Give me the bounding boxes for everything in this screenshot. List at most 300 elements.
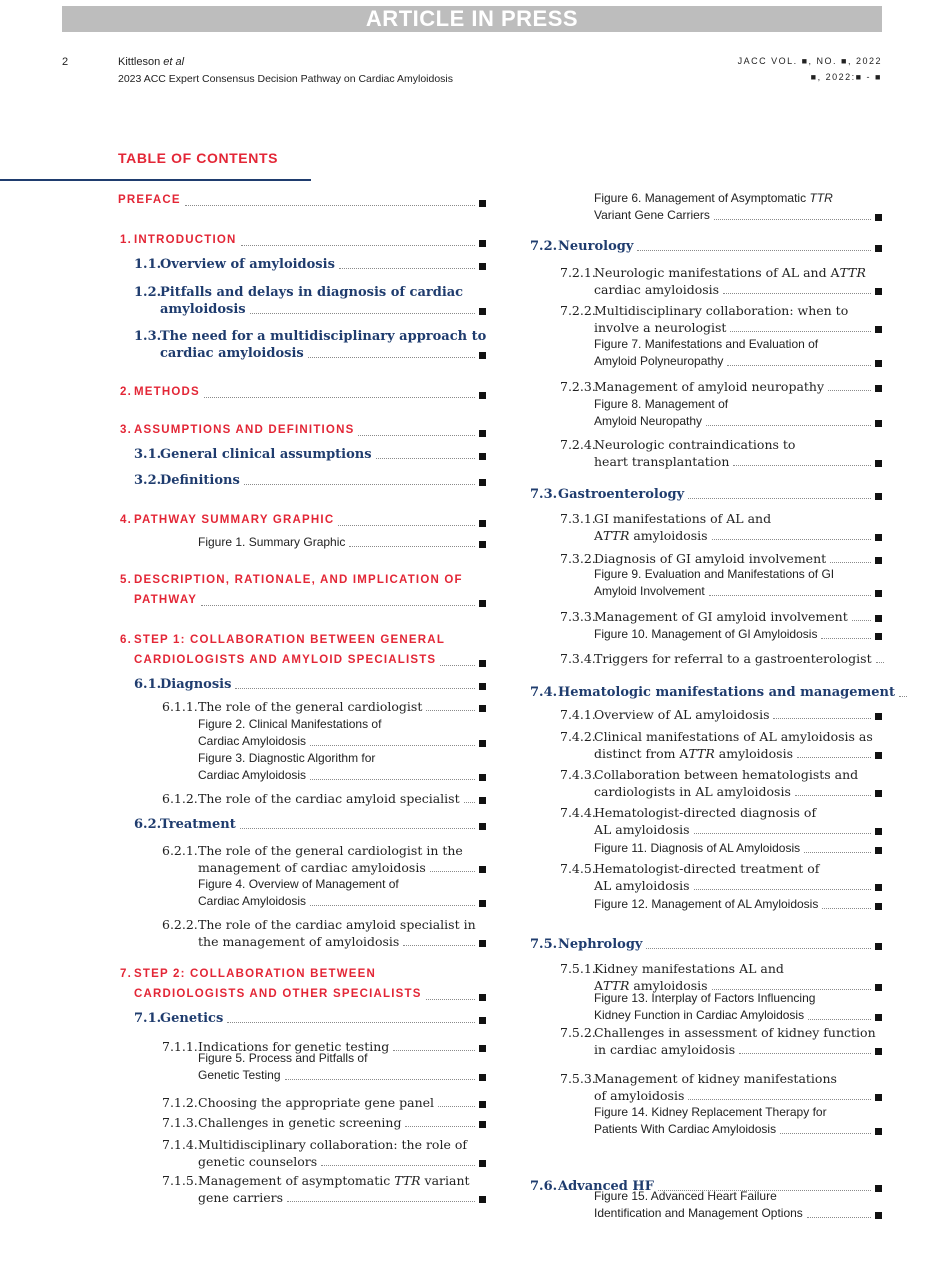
page-marker-icon [479, 453, 486, 460]
toc-entry[interactable] [118, 790, 486, 807]
toc-entry-number: 5. [120, 574, 132, 586]
leader-dots [201, 605, 475, 606]
toc-entry-text: Amyloid Involvement [594, 584, 705, 598]
toc-entry-text: The role of the general cardiologist [198, 699, 423, 714]
page-marker-icon [479, 479, 486, 486]
toc-entry-text: Hematologic manifestations and management [558, 685, 895, 700]
page-marker-icon [875, 615, 882, 622]
page-marker-icon [479, 1101, 486, 1108]
toc-entry[interactable] [118, 964, 486, 1004]
page-marker-icon [875, 326, 882, 333]
page-marker-icon [479, 866, 486, 873]
page-marker-icon [875, 385, 882, 392]
toc-entry[interactable] [118, 630, 486, 670]
toc-entry[interactable] [118, 916, 486, 950]
leader-dots [358, 435, 475, 436]
toc-entry-text: Patients With Cardiac Amyloidosis [594, 1122, 777, 1136]
toc-entry-text: involve a neurologist [594, 320, 727, 335]
toc-entry-number: 1.2. [134, 285, 162, 300]
leader-dots [185, 205, 475, 206]
leader-dots [730, 331, 871, 332]
toc-entry-text: PATHWAY SUMMARY GRAPHIC [134, 514, 335, 526]
page-marker-icon [479, 994, 486, 1001]
toc-entry-text: Figure 8. Management of [594, 397, 729, 411]
toc-entry[interactable] [118, 328, 486, 362]
toc-entry-text: Figure 1. Summary Graphic [198, 535, 346, 549]
leader-dots [244, 484, 475, 485]
toc-entry-number: 4. [120, 514, 132, 526]
toc-entry[interactable] [530, 486, 882, 503]
page-marker-icon [875, 1212, 882, 1219]
toc-entry-text: heart transplantation [594, 454, 730, 469]
page-marker-icon [875, 903, 882, 910]
toc-entry-text: Variant Gene Carriers [594, 208, 710, 222]
running-title: 2023 ACC Expert Consensus Decision Pathway on Cardiac Amyloidosis [118, 73, 454, 85]
toc-entry-text: Multidisciplinary collaboration: the role of [198, 1137, 467, 1152]
toc-entry-text: in cardiac amyloidosis [594, 1042, 736, 1057]
page-marker-icon [875, 1094, 882, 1101]
toc-entry[interactable] [530, 960, 882, 994]
toc-entry-number: 3.2. [134, 473, 162, 488]
toc-entry-number: 7.4.3. [560, 767, 596, 782]
toc-entry-text: METHODS [134, 386, 200, 398]
page-marker-icon [875, 214, 882, 221]
leader-dots [310, 779, 475, 780]
page-marker-icon [479, 940, 486, 947]
page-marker-icon [479, 900, 486, 907]
toc-entry[interactable] [530, 896, 882, 913]
toc-entry[interactable] [118, 1094, 486, 1111]
toc-entry[interactable] [118, 570, 486, 610]
page-marker-icon [875, 713, 882, 720]
toc-entry-number: 7.3. [530, 487, 558, 502]
toc-entry-text: Definitions [160, 473, 240, 488]
toc-entry-number: 7.2.4. [560, 437, 596, 452]
toc-entry-text: Genetic Testing [198, 1068, 281, 1082]
toc-entry-text: INTRODUCTION [134, 234, 237, 246]
toc-entry-text: Identification and Management Options [594, 1206, 803, 1220]
toc-entry[interactable] [530, 684, 895, 701]
toc-entry[interactable] [118, 1172, 486, 1206]
toc-entry[interactable] [530, 608, 882, 625]
page-marker-icon [479, 823, 486, 830]
toc-entry-text: Cardiac Amyloidosis [198, 768, 307, 782]
toc-entry[interactable] [530, 550, 882, 567]
leader-dots [376, 458, 475, 459]
leader-dots [349, 546, 475, 547]
toc-entry-number: 7.3.2. [560, 551, 596, 566]
toc-entry-text: CARDIOLOGISTS AND AMYLOID SPECIALISTS [134, 654, 437, 666]
toc-entry[interactable] [118, 676, 486, 693]
leader-dots [464, 802, 475, 803]
leader-dots [714, 219, 871, 220]
toc-entry[interactable] [118, 230, 486, 250]
toc-entry[interactable] [118, 190, 486, 210]
running-authors [118, 56, 184, 68]
toc-entry[interactable] [530, 766, 882, 800]
leader-dots [822, 908, 871, 909]
page-marker-icon [875, 1128, 882, 1135]
toc-entry-number: 7.3.4. [560, 651, 596, 666]
page-marker-icon [875, 633, 882, 640]
article-in-press-banner: ARTICLE IN PRESS [62, 6, 882, 32]
toc-entry-number: 7.2.2. [560, 303, 596, 318]
toc-entry-text: Management of kidney manifestations [594, 1071, 837, 1086]
toc-entry-number: 7.3.3. [560, 609, 596, 624]
page-marker-icon [875, 943, 882, 950]
toc-entry-text: Challenges in assessment of kidney function [594, 1025, 876, 1040]
leader-dots [637, 250, 871, 251]
toc-entry-number: 1. [120, 234, 132, 246]
toc-entry[interactable] [118, 876, 486, 910]
toc-entry-text: The role of the general cardiologist in the [198, 843, 463, 858]
toc-entry[interactable] [118, 1114, 486, 1131]
toc-entry-text: The role of the cardiac amyloid specialist [198, 791, 460, 806]
page-marker-icon [479, 600, 486, 607]
page-marker-icon [875, 360, 882, 367]
toc-entry-text: Amyloid Neuropathy [594, 414, 703, 428]
leader-dots [712, 539, 871, 540]
toc-entry[interactable] [530, 396, 882, 430]
page-marker-icon [479, 263, 486, 270]
toc-entry-text: Neurology [558, 239, 634, 254]
toc-entry-text: Neurologic contraindications to [594, 437, 796, 452]
toc-entry-text: Cardiac Amyloidosis [198, 894, 307, 908]
page-marker-icon [875, 847, 882, 854]
page-marker-icon [479, 705, 486, 712]
page-marker-icon [479, 660, 486, 667]
toc-entry[interactable] [530, 936, 882, 953]
leader-dots [852, 620, 871, 621]
toc-entry[interactable] [118, 510, 486, 530]
toc-entry-text: Advanced HF [558, 1179, 654, 1194]
leader-dots [899, 696, 907, 697]
toc-entry-number: 7.3.1. [560, 511, 596, 526]
toc-entry[interactable] [530, 436, 882, 470]
leader-dots [733, 465, 871, 466]
toc-entry-text: Clinical manifestations of AL amyloidosis as [594, 729, 873, 744]
page-marker-icon [875, 1014, 882, 1021]
page-marker-icon [479, 430, 486, 437]
leader-dots [808, 1019, 871, 1020]
page-marker-icon [479, 392, 486, 399]
page-marker-icon [479, 240, 486, 247]
toc-entry[interactable] [530, 840, 882, 857]
toc-entry[interactable] [530, 706, 882, 723]
toc-entry-text: Figure 7. Manifestations and Evaluation of [594, 337, 819, 351]
toc-entry-number: 6.1.1. [162, 699, 198, 714]
toc-entry-text: The need for a multidisciplinary approach to [160, 329, 487, 344]
toc-entry[interactable] [118, 698, 486, 715]
toc-entry-number: 7.4. [530, 685, 558, 700]
authors-suffix: et al [160, 56, 185, 68]
toc-entry[interactable] [118, 256, 486, 273]
toc-entry-text: Figure 2. Clinical Manifestations of [198, 717, 382, 731]
leader-dots [821, 638, 871, 639]
leader-dots [426, 710, 475, 711]
page-marker-icon [875, 493, 882, 500]
toc-entry-text: Gastroenterology [558, 487, 685, 502]
toc-entry-text: Hematologist-directed treatment of [594, 861, 820, 876]
page-marker-icon [875, 790, 882, 797]
toc-entry-number: 7.1.3. [162, 1115, 198, 1130]
toc-entry-text: ATTR amyloidosis [594, 528, 708, 543]
toc-entry[interactable] [530, 860, 882, 894]
page-marker-icon [875, 420, 882, 427]
toc-entry-text: Collaboration between hematologists and [594, 767, 859, 782]
toc-entry-text: Kidney Function in Cardiac Amyloidosis [594, 1008, 805, 1022]
toc-entry-text: Pitfalls and delays in diagnosis of cardiac [160, 285, 464, 300]
page-marker-icon [479, 520, 486, 527]
leader-dots [438, 1106, 475, 1107]
toc-entry-text: Kidney manifestations AL and [594, 961, 784, 976]
toc-entry-text: STEP 2: COLLABORATION BETWEEN [134, 968, 377, 980]
toc-entry-text: CARDIOLOGISTS AND OTHER SPECIALISTS [134, 988, 422, 1000]
toc-entry-number: 7.4.5. [560, 861, 596, 876]
page-marker-icon [875, 460, 882, 467]
toc-entry[interactable] [118, 750, 486, 784]
leader-dots [235, 688, 475, 689]
leader-dots [426, 999, 475, 1000]
leader-dots [204, 397, 475, 398]
leader-dots [688, 498, 871, 499]
page-marker-icon [479, 683, 486, 690]
leader-dots [723, 293, 871, 294]
toc-entry-text: cardiac amyloidosis [594, 282, 720, 297]
toc-entry-number: 7.5.1. [560, 961, 596, 976]
leader-dots [338, 525, 475, 526]
toc-entry-number: 7.2.1. [560, 265, 596, 280]
toc-entry-number: 1.1. [134, 257, 162, 272]
leader-dots [321, 1165, 475, 1166]
leader-dots [709, 595, 871, 596]
leader-dots [795, 795, 871, 796]
toc-entry-number: 7.4.1. [560, 707, 596, 722]
toc-entry-number: 7.6. [530, 1179, 558, 1194]
toc-entry-text: Figure 14. Kidney Replacement Therapy for [594, 1105, 827, 1119]
page-marker-icon [875, 534, 882, 541]
toc-entry-number: 7. [120, 968, 132, 980]
toc-entry-text: General clinical assumptions [160, 447, 372, 462]
toc-entry[interactable] [118, 1136, 486, 1170]
toc-entry[interactable] [530, 1104, 882, 1138]
toc-entry-text: Overview of AL amyloidosis [594, 707, 770, 722]
toc-entry-text: Overview of amyloidosis [160, 257, 335, 272]
toc-entry-number: 7.1.2. [162, 1095, 198, 1110]
leader-dots [285, 1079, 476, 1080]
toc-entry-text: Nephrology [558, 937, 643, 952]
page-marker-icon [875, 288, 882, 295]
toc-entry-number: 6.1.2. [162, 791, 198, 806]
leader-dots [688, 1099, 871, 1100]
leader-dots [430, 871, 475, 872]
toc-entry-text: Neurologic manifestations of AL and ATTR [594, 265, 866, 280]
toc-entry-number: 7.2.3. [560, 379, 596, 394]
page-marker-icon [479, 797, 486, 804]
leader-dots [828, 390, 871, 391]
toc-entry[interactable] [530, 626, 882, 643]
leader-dots [240, 828, 475, 829]
toc-entry-text: Amyloid Polyneuropathy [594, 354, 724, 368]
toc-entry-text: Figure 6. Management of Asymptomatic TTR [594, 191, 833, 205]
leader-dots [646, 948, 871, 949]
toc-heading: TABLE OF CONTENTS [118, 150, 279, 166]
page-marker-icon [479, 1074, 486, 1081]
leader-dots [310, 745, 475, 746]
leader-dots [250, 313, 475, 314]
toc-entry[interactable] [118, 420, 486, 440]
leader-dots [405, 1126, 475, 1127]
toc-entry-text: Choosing the appropriate gene panel [198, 1095, 435, 1110]
page-marker-icon [875, 1048, 882, 1055]
leader-dots [739, 1053, 871, 1054]
toc-entry-text: DESCRIPTION, RATIONALE, AND IMPLICATION OF [134, 574, 463, 586]
leader-dots [308, 357, 475, 358]
toc-entry[interactable] [118, 716, 486, 750]
toc-entry[interactable] [118, 472, 486, 489]
toc-entry-text: Figure 11. Diagnosis of AL Amyloidosis [594, 841, 801, 855]
authors-name: Kittleson [118, 56, 161, 68]
toc-entry-text: Figure 15. Advanced Heart Failure [594, 1189, 777, 1203]
toc-entry-text: PATHWAY [134, 594, 198, 606]
toc-entry-text: STEP 1: COLLABORATION BETWEEN GENERAL [134, 634, 446, 646]
toc-entry-number: 2. [120, 386, 132, 398]
toc-entry-text: Cardiac Amyloidosis [198, 734, 307, 748]
page-marker-icon [875, 590, 882, 597]
toc-entry-text: Figure 13. Interplay of Factors Influencing [594, 991, 816, 1005]
page-marker-icon [875, 752, 882, 759]
toc-entry[interactable] [530, 1188, 882, 1222]
toc-entry[interactable] [530, 990, 882, 1024]
toc-entry[interactable] [118, 534, 486, 551]
toc-entry-text: Management of amyloid neuropathy [594, 379, 825, 394]
toc-entry-number: 7.4.4. [560, 805, 596, 820]
toc-entry-text: management of cardiac amyloidosis [198, 860, 426, 875]
toc-entry-text: Management of asymptomatic TTR variant [198, 1173, 470, 1188]
toc-entry-text: Hematologist-directed diagnosis of [594, 805, 817, 820]
toc-entry[interactable] [530, 1024, 882, 1058]
toc-entry[interactable] [118, 382, 486, 402]
toc-entry-text: genetic counselors [198, 1154, 318, 1169]
toc-entry[interactable] [118, 446, 486, 463]
toc-entry-number: 3.1. [134, 447, 162, 462]
toc-entry-text: Figure 5. Process and Pitfalls of [198, 1051, 368, 1065]
toc-entry-number: 6.2.2. [162, 917, 198, 932]
toc-entry-number: 1.3. [134, 329, 162, 344]
toc-entry-text: Triggers for referral to a gastroenterologist [594, 651, 872, 666]
toc-entry-text: amyloidosis [160, 302, 246, 317]
leader-dots [807, 1217, 871, 1218]
leader-dots [287, 1201, 475, 1202]
toc-entry-number: 7.5.3. [560, 1071, 596, 1086]
toc-entry[interactable] [118, 284, 486, 318]
toc-entry-text: Figure 9. Evaluation and Manifestations of GI [594, 567, 835, 581]
toc-entry[interactable] [118, 1010, 486, 1027]
toc-entry-number: 7.4.2. [560, 729, 596, 744]
leader-dots [797, 757, 871, 758]
toc-entry[interactable] [530, 650, 882, 667]
toc-entry[interactable] [530, 264, 882, 298]
page-marker-icon [479, 1160, 486, 1167]
page-marker-icon [875, 884, 882, 891]
toc-entry-number: 3. [120, 424, 132, 436]
page-marker-icon [479, 541, 486, 548]
toc-entry-text: Figure 3. Diagnostic Algorithm for [198, 751, 376, 765]
toc-entry-text: Figure 4. Overview of Management of [198, 877, 399, 891]
toc-entry-text: PREFACE [118, 194, 181, 206]
toc-entry-number: 6.2.1. [162, 843, 198, 858]
toc-entry[interactable] [530, 378, 882, 395]
toc-entry-number: 6.1. [134, 677, 162, 692]
leader-dots [830, 562, 871, 563]
toc-entry[interactable] [530, 804, 882, 838]
leader-dots [727, 365, 871, 366]
toc-entry-number: 7.5.2. [560, 1025, 596, 1040]
page-marker-icon [479, 1121, 486, 1128]
toc-entry[interactable] [530, 566, 882, 600]
page-marker-icon [875, 828, 882, 835]
toc-entry-text: Challenges in genetic screening [198, 1115, 402, 1130]
toc-entry-text: cardiac amyloidosis [160, 346, 304, 361]
journal-info: JACC VOL. ■, NO. ■, 2022 [737, 56, 882, 66]
toc-entry-text: Diagnosis of GI amyloid involvement [594, 551, 827, 566]
toc-entry-text: Figure 10. Management of GI Amyloidosis [594, 627, 818, 641]
toc-entry-number: 7.1. [134, 1011, 162, 1026]
toc-entry-text: the management of amyloidosis [198, 934, 400, 949]
page-marker-icon [479, 774, 486, 781]
page-marker-icon [479, 308, 486, 315]
leader-dots [780, 1133, 871, 1134]
toc-entry-text: Figure 12. Management of AL Amyloidosis [594, 897, 819, 911]
toc-entry-number: 7.2. [530, 239, 558, 254]
page-marker-icon [479, 1017, 486, 1024]
leader-dots [773, 718, 871, 719]
toc-entry[interactable] [530, 1070, 882, 1104]
toc-entry[interactable] [530, 238, 882, 255]
toc-entry[interactable] [530, 190, 882, 224]
toc-entry-text: gene carriers [198, 1190, 284, 1205]
page-marker-icon [479, 352, 486, 359]
page-range: ■, 2022:■ - ■ [810, 72, 882, 82]
toc-entry-number: 6. [120, 634, 132, 646]
leader-dots [876, 662, 884, 663]
toc-entry[interactable] [118, 842, 486, 876]
toc-entry[interactable] [118, 1050, 486, 1084]
page-marker-icon [479, 200, 486, 207]
leader-dots [241, 245, 475, 246]
leader-dots [706, 425, 871, 426]
toc-entry[interactable] [530, 510, 882, 544]
toc-entry-text: cardiologists in AL amyloidosis [594, 784, 791, 799]
toc-entry[interactable] [118, 816, 486, 833]
toc-entry-text: Indications for genetic testing [198, 1039, 390, 1054]
leader-dots [694, 889, 871, 890]
toc-entry-text: Diagnosis [160, 677, 232, 692]
toc-entry[interactable] [530, 302, 882, 336]
toc-entry-number: 6.2. [134, 817, 162, 832]
leader-dots [440, 665, 475, 666]
toc-entry[interactable] [530, 728, 882, 762]
toc-entry-text: Genetics [160, 1011, 224, 1026]
toc-entry-number: 7.1.1. [162, 1039, 198, 1054]
leader-dots [310, 905, 475, 906]
page-marker-icon [479, 740, 486, 747]
toc-entry-text: of amyloidosis [594, 1088, 685, 1103]
toc-entry[interactable] [530, 336, 882, 370]
toc-entry-text: ASSUMPTIONS AND DEFINITIONS [134, 424, 355, 436]
leader-dots [403, 945, 475, 946]
toc-entry-text: The role of the cardiac amyloid specialist in [198, 917, 476, 932]
